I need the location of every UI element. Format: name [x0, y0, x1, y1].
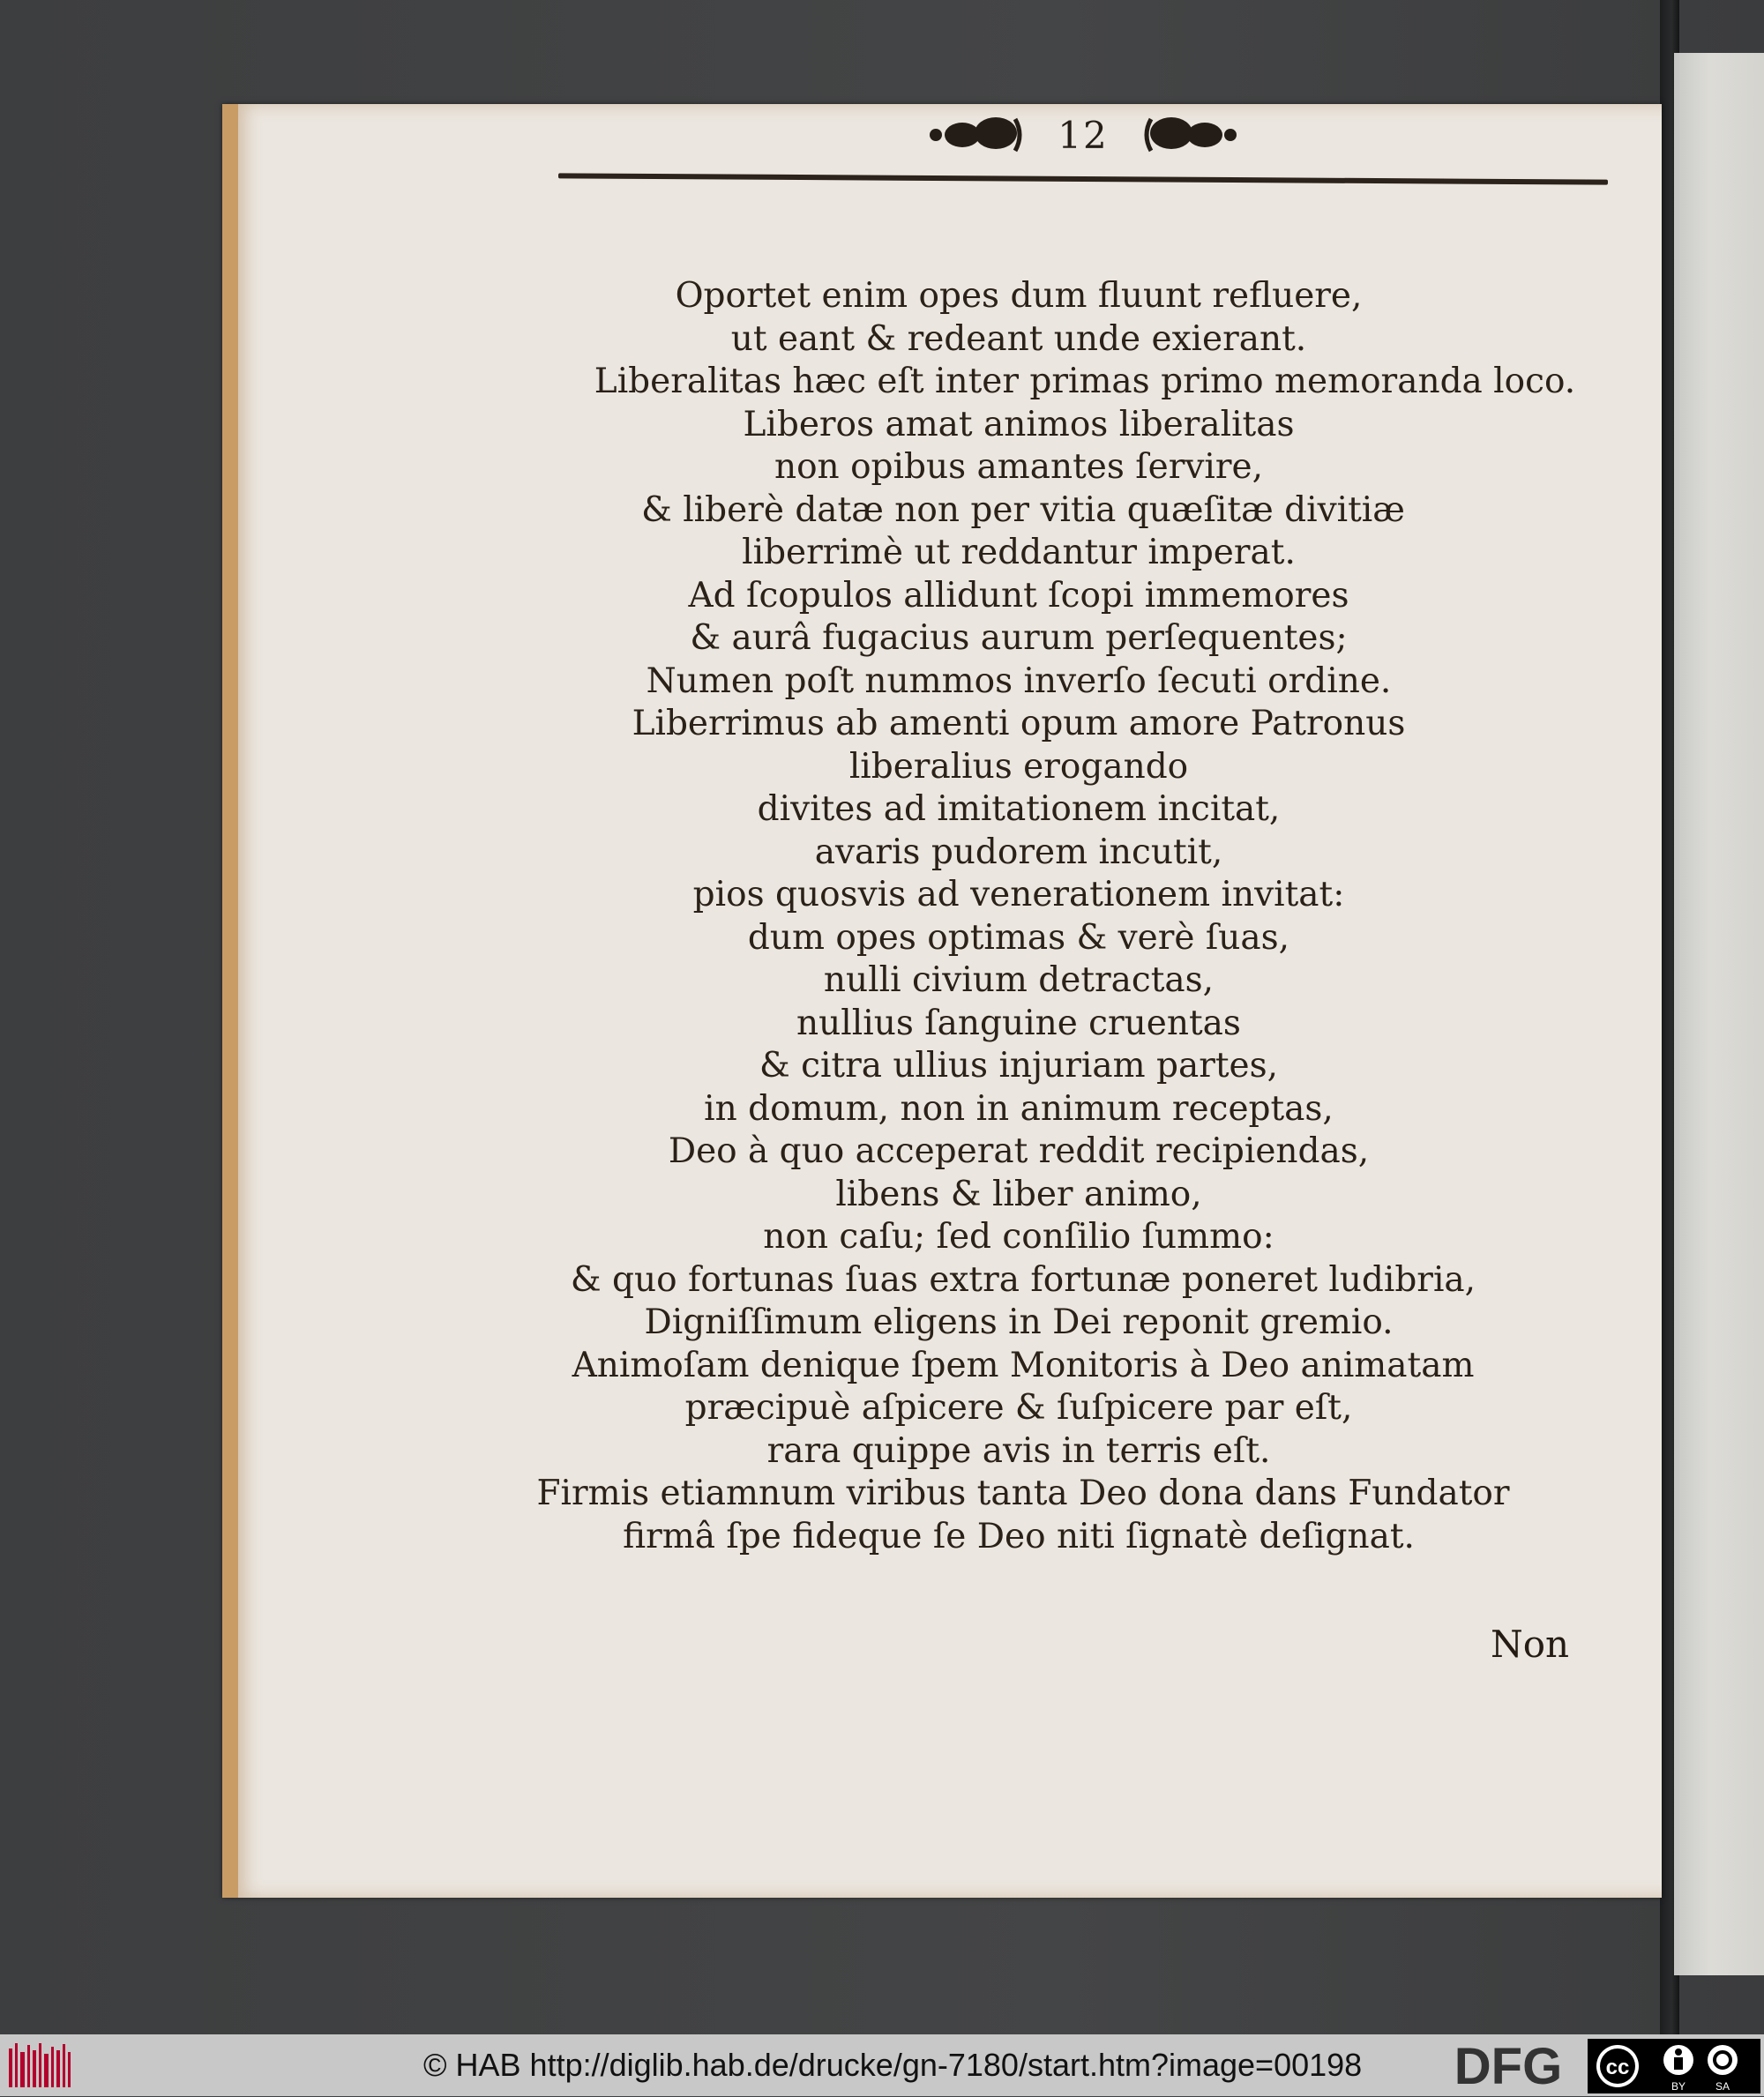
text-line: libens & liber animo,: [835, 1174, 1202, 1214]
right-ornament-icon: [1138, 114, 1239, 156]
cc-by-sa-icon: [1588, 2039, 1760, 2093]
page-text: [529, 275, 1641, 1558]
text-line: liberrimè ut reddantur imperat.: [742, 533, 1296, 572]
text-line: & liberè datæ non per vitia quæſitæ divitiæ: [641, 489, 1405, 530]
text-line: nullius ſanguine cruentas: [796, 1003, 1241, 1043]
text-line: & citra ullius injuriam partes,: [759, 1046, 1279, 1086]
text-line: firmâ ſpe fideque ſe Deo niti ſignatè deſignat.: [623, 1516, 1415, 1556]
text-line: non opibus amantes ſervire,: [774, 447, 1264, 487]
left-ornament-icon: [927, 114, 1028, 156]
text-line: non caſu; ſed conſilio ſummo:: [763, 1217, 1274, 1257]
text-line: Ad ſcopulos allidunt ſcopi immemores: [688, 575, 1349, 616]
text-line: Liberos amat animos liberalitas: [743, 404, 1295, 444]
text-line: nulli civium detractas,: [823, 960, 1215, 1000]
viewer-footer: [0, 2034, 1764, 2096]
text-line: Digniſſimum eligens in Dei reponit gremio.: [644, 1302, 1394, 1342]
catchword: Non: [1491, 1623, 1570, 1666]
text-line: in domum, non in animum receptas,: [704, 1088, 1334, 1129]
dfg-logo: [1443, 2040, 1573, 2091]
text-line: Numen poſt nummos inverſo ſecuti ordine.: [646, 660, 1392, 701]
text-line: ut eant & redeant unde exierant.: [730, 318, 1307, 359]
text-line: Oportet enim opes dum fluunt refluere,: [675, 276, 1363, 316]
page-header: [558, 110, 1608, 194]
page-number: 12: [1058, 113, 1109, 157]
text-line: dum opes optimas & verè ſuas,: [747, 917, 1290, 958]
text-line: rara quippe avis in terris eſt.: [766, 1430, 1271, 1471]
text-line: Animoſam denique ſpem Monitoris à Deo animatam: [572, 1345, 1475, 1385]
dfg-logo-text: DFG: [1454, 2040, 1563, 2091]
sa-icon: [1708, 2045, 1738, 2075]
text-line: Firmis etiamnum viribus tanta Deo dona dans Fundator: [536, 1474, 1510, 1513]
text-line: liberalius erogando: [848, 746, 1189, 787]
text-line: & quo fortunas ſuas extra fortunæ poneret ludibria,: [570, 1259, 1476, 1300]
text-line: Liberalitas hæc eſt inter primas primo memoranda loco.: [594, 362, 1576, 401]
barcode-logo-icon: [7, 2041, 72, 2091]
cc-license-badge[interactable]: [1588, 2039, 1760, 2093]
text-line: Deo à quo acceperat reddit recipiendas,: [668, 1131, 1370, 1171]
running-head: [558, 110, 1608, 157]
facing-page-edge: [1674, 53, 1764, 1975]
text-line: & aurâ fugacius aurum perſequentes;: [690, 618, 1348, 658]
copyright-link[interactable]: © HAB http://diglib.hab.de/drucke/gn-7180/start.htm?image=00198: [423, 2047, 1363, 2083]
text-line: pios quosvis ad venerationem invitat:: [692, 875, 1345, 914]
text-line: divites ad imitationem incitat,: [757, 789, 1281, 829]
text-line: Liberrimus ab amenti opum amore Patronus: [632, 704, 1406, 743]
sa-label: SA: [1715, 2080, 1730, 2093]
svg-text:cc: cc: [1605, 2056, 1630, 2079]
text-line: avaris pudorem incutit,: [814, 832, 1223, 872]
by-label: BY: [1671, 2080, 1686, 2093]
text-line: præcipuè aſpicere & ſuſpicere par eſt,: [684, 1388, 1353, 1428]
header-rule: [558, 173, 1608, 184]
